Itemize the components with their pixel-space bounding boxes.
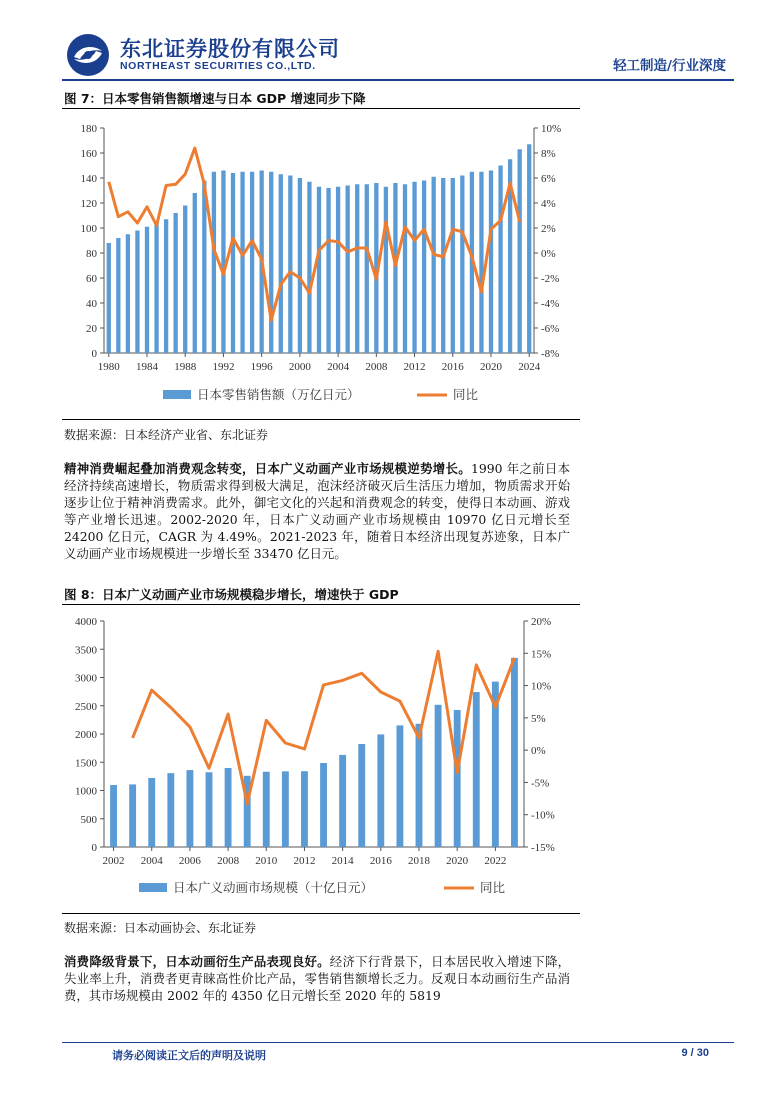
fig7-bar [432,177,436,353]
fig7-bar [269,172,273,353]
figure8-title: 图 8：日本广义动画产业市场规模稳步增长，增速快于 GDP [64,587,399,602]
fig7-x-tick-label: 2004 [327,361,350,373]
fig7-x-tick-label: 2016 [441,361,464,373]
fig7-bar [135,231,139,354]
fig8-x-tick-label: 2018 [408,855,430,867]
fig8-bar [358,744,365,847]
fig7-yoy-line [109,148,520,321]
figure7-source: 数据来源：日本经济产业省、东北证券 [64,428,269,442]
disclaimer-note: 请务必阅读正文后的声明及说明 [112,1049,266,1062]
fig8-right-tick-label: 20% [531,616,552,628]
fig8-bar [263,772,270,847]
fig7-bar [193,193,197,353]
fig7-right-tick-label: 2% [541,223,556,235]
footer-rule [62,1042,734,1043]
fig7-x-tick-label: 1980 [97,361,120,373]
fig7-bar [365,184,369,353]
fig7-bar [126,234,130,353]
paragraph-1 [64,460,570,562]
figure7-top-rule [62,108,580,109]
fig7-x-tick-label: 2008 [365,361,388,373]
fig7-bar [393,183,397,353]
fig7-bar [279,174,283,353]
figure8-top-rule [62,604,580,605]
fig8-bar [454,710,461,847]
fig8-bar [206,772,213,847]
fig7-bar [307,182,311,353]
fig7-bar [164,219,168,353]
fig7-x-tick-label: 1984 [136,361,158,373]
header-rule [62,79,734,81]
fig7-left-tick-label: 60 [86,273,97,285]
figure7-title: 图 7：日本零售销售额增速与日本 GDP 增速同步下降 [64,91,366,106]
fig8-left-tick-label: 2500 [75,700,97,713]
figure7-chart [62,112,580,412]
fig7-x-tick-label: 1996 [250,361,273,373]
fig8-bar [186,770,193,847]
fig8-bar [167,773,174,847]
paragraph-2 [64,953,570,1004]
paragraph-2-lead: 消费降级背景下，日本动画衍生产品表现良好。 [64,954,330,969]
fig7-bar [154,223,158,353]
fig7-left-tick-label: 0 [91,348,97,360]
fig8-x-tick-label: 2010 [255,855,278,867]
fig7-x-tick-label: 1992 [212,361,235,373]
paragraph-1-lead: 精神消费崛起叠加消费观念转变，日本广义动画产业市场规模逆势增长。 [64,461,471,476]
fig7-bar [384,187,388,353]
fig7-bar [441,178,445,353]
fig8-bar [301,771,308,847]
fig7-left-tick-label: 160 [80,148,97,160]
fig8-x-tick-label: 2014 [331,855,354,867]
fig8-bar [110,785,117,847]
fig7-bar [527,144,531,353]
fig8-left-tick-label: 0 [91,842,97,854]
fig8-right-tick-label: 5% [531,712,546,725]
document-type: 轻工制造/行业深度 [613,58,726,74]
fig7-bar [183,206,187,354]
fig7-right-tick-label: -8% [541,348,560,360]
fig7-right-tick-label: 0% [541,248,556,260]
fig8-legend-line-label: 同比 [480,880,506,895]
fig8-bar [473,692,480,847]
fig8-x-tick-label: 2020 [446,855,469,867]
fig7-left-tick-label: 180 [80,123,97,135]
figure8-chart [62,608,580,910]
fig8-right-tick-label: 15% [531,648,552,661]
fig7-bar [489,171,493,354]
fig8-legend-bar-label: 日本广义动画市场规模（十亿日元） [173,880,374,895]
fig7-left-tick-label: 20 [86,323,97,335]
fig7-bar [107,243,111,353]
fig7-x-tick-label: 2012 [403,361,426,373]
fig7-right-tick-label: -2% [541,273,560,285]
fig8-x-tick-label: 2012 [293,855,316,867]
fig8-bar [282,771,289,847]
fig7-bar [212,172,216,353]
fig8-bar [416,724,423,847]
fig7-right-tick-label: 8% [541,148,556,160]
company-name-cn: 东北证券股份有限公司 [120,37,340,61]
fig7-bar [336,187,340,353]
fig7-right-tick-label: -6% [541,323,560,335]
fig7-left-tick-label: 120 [80,198,97,210]
fig7-right-tick-label: 4% [541,198,556,210]
fig7-bar [298,178,302,353]
fig7-bar [460,176,464,354]
paragraph-1-body: 1990 年之前日本经济持续高速增长，物质需求得到极大满足，泡沫经济破灭后生活压力增加，物质需求开始逐步让位于精神消费需求。此外，御宅文化的兴起和消费观念的转变，使得日本动画、游戏等产业增长迅速。2002-2020 年，日本广义动画产业市场规模由 10970 亿日元增长至 24200 亿日元，CAGR 为 4.49%。2021-2023 年，随着日本经济出现复苏迹象，日本广义动画产业市场规模进一步增长至 33470 亿日元。 [64,461,570,561]
fig7-left-tick-label: 100 [80,223,97,235]
fig7-legend-bar-label: 日本零售销售额（万亿日元） [197,387,360,402]
fig8-bar [320,763,327,847]
fig7-bar [231,173,235,353]
fig8-legend-bar-swatch [139,883,167,892]
company-name-en: NORTHEAST SECURITIES CO.,LTD. [120,60,316,72]
fig8-bar [148,778,155,847]
fig7-x-tick-label: 2000 [288,361,311,373]
fig7-bar [174,213,178,353]
fig8-bar [129,784,136,847]
fig8-bar [225,768,232,847]
fig8-right-tick-label: -5% [531,777,550,790]
fig8-right-tick-label: -15% [531,842,555,854]
fig8-bar [511,658,518,847]
fig7-bar [317,187,321,353]
fig7-bar [288,176,292,354]
fig8-right-tick-label: 10% [531,680,552,693]
fig7-bar [221,171,225,354]
fig7-bar [240,172,244,353]
fig8-bar [435,705,442,847]
fig7-bar [326,188,330,353]
paragraph-2-body: 经济下行背景下，日本居民收入增速下降，失业率上升，消费者更青睐高性价比产品，零售销售额增长乏力。反观日本动画衍生产品消费，其市场规模由 2002 年的 4350 亿日元增长至 2020 年的 5819 [64,954,571,1003]
fig8-left-tick-label: 4000 [75,616,97,628]
fig8-left-tick-label: 3500 [75,644,97,657]
fig8-left-tick-label: 2000 [75,729,97,741]
fig7-left-tick-label: 40 [86,298,97,310]
fig7-bar [518,149,522,353]
fig7-bar [451,178,455,353]
fig7-bar [116,238,120,353]
fig8-x-tick-label: 2006 [178,855,201,867]
fig8-right-tick-label: 0% [531,745,546,758]
fig7-right-tick-label: -4% [541,298,560,310]
fig8-x-tick-label: 2022 [484,855,507,867]
fig7-bar [202,181,206,354]
fig8-bar [377,734,384,847]
northeast-securities-logo-icon [66,33,110,77]
fig7-bar [479,172,483,353]
fig8-right-tick-label: -10% [531,809,555,822]
fig7-x-tick-label: 1988 [174,361,197,373]
fig7-bar [250,172,254,353]
fig8-x-tick-label: 2004 [140,855,163,867]
fig7-right-tick-label: 10% [541,123,562,135]
figure8-source: 数据来源：日本动画协会、东北证券 [64,921,257,935]
figure7-bottom-rule [62,419,580,420]
fig7-legend-line-label: 同比 [453,387,479,402]
fig7-left-tick-label: 140 [80,173,97,185]
fig7-bar [145,227,149,353]
fig8-left-tick-label: 3000 [75,672,97,685]
fig7-left-tick-label: 80 [86,248,97,260]
fig7-bar [412,182,416,353]
fig7-bar [498,166,502,354]
fig7-bar [422,181,426,354]
page-number: 9 / 30 [681,1047,709,1059]
fig8-left-tick-label: 1000 [75,785,97,798]
fig8-bar [339,755,346,847]
figure8-bottom-rule [62,913,580,914]
fig8-x-tick-label: 2016 [369,855,392,867]
fig7-x-tick-label: 2024 [518,361,541,373]
fig8-left-tick-label: 500 [80,813,97,826]
fig7-bar [355,184,359,353]
fig7-bar [403,184,407,353]
fig8-x-tick-label: 2008 [217,855,240,867]
fig7-right-tick-label: 6% [541,173,556,185]
fig8-bar [396,725,403,847]
fig8-left-tick-label: 1500 [75,757,97,770]
fig7-legend-bar-swatch [163,390,191,399]
fig7-x-tick-label: 2020 [480,361,502,373]
fig7-bar [346,186,350,354]
fig8-x-tick-label: 2002 [102,855,125,867]
